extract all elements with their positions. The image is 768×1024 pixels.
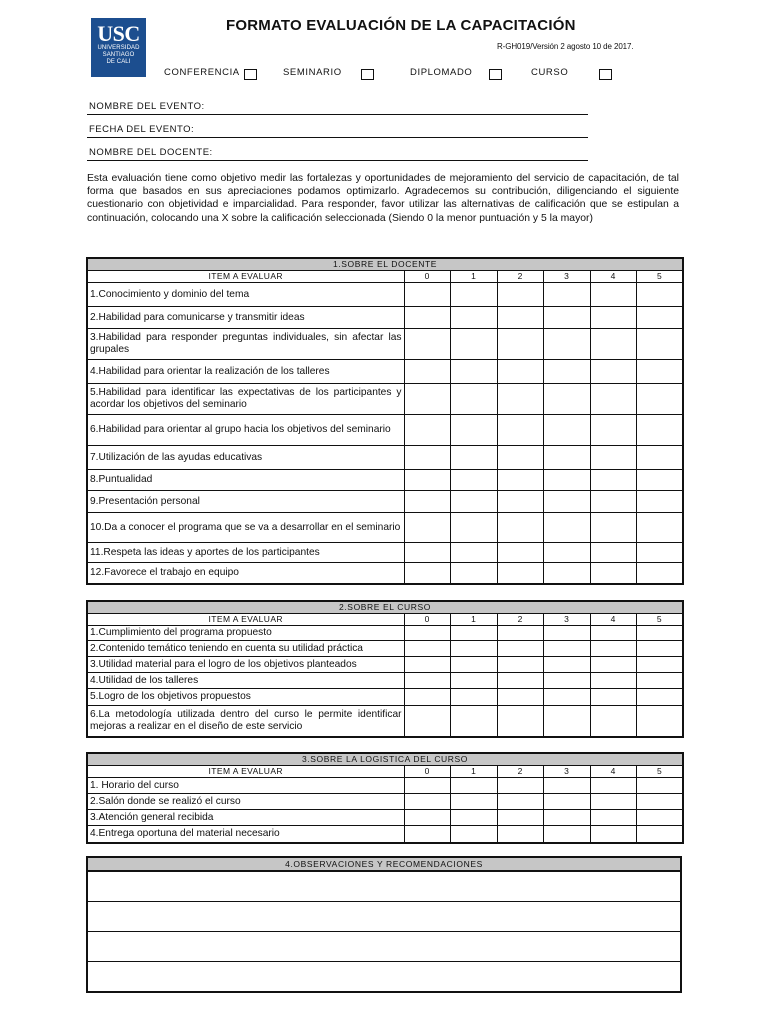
score-cell[interactable] bbox=[544, 657, 591, 673]
table-row bbox=[87, 415, 683, 446]
score-cell[interactable] bbox=[497, 283, 544, 307]
score-cell[interactable] bbox=[637, 360, 684, 384]
score-cell[interactable] bbox=[451, 415, 498, 446]
score-cell[interactable] bbox=[590, 657, 637, 673]
score-cell[interactable] bbox=[497, 689, 544, 706]
score-cell[interactable] bbox=[451, 778, 498, 794]
score-header: 0 bbox=[404, 766, 451, 778]
type-curso-label: CURSO bbox=[531, 67, 569, 78]
item-header: ITEM A EVALUAR bbox=[87, 766, 404, 778]
table-row bbox=[87, 470, 683, 491]
score-header: 4 bbox=[590, 766, 637, 778]
observation-line[interactable] bbox=[87, 902, 681, 932]
score-cell[interactable] bbox=[544, 283, 591, 307]
score-cell[interactable] bbox=[497, 626, 544, 641]
item-label: 8.Puntualidad bbox=[87, 470, 404, 491]
score-cell[interactable] bbox=[637, 470, 684, 491]
item-label: 10.Da a conocer el programa que se va a desarrollar en el seminario bbox=[87, 513, 404, 543]
score-cell[interactable] bbox=[404, 706, 451, 737]
score-cell[interactable] bbox=[590, 673, 637, 689]
score-cell[interactable] bbox=[590, 491, 637, 513]
score-cell[interactable] bbox=[451, 513, 498, 543]
score-cell[interactable] bbox=[637, 778, 684, 794]
item-label: 6.Habilidad para orientar al grupo hacia los objetivos del seminario bbox=[87, 415, 404, 446]
score-cell[interactable] bbox=[544, 470, 591, 491]
item-label: 5.Logro de los objetivos propuestos bbox=[87, 689, 404, 706]
score-cell[interactable] bbox=[451, 543, 498, 563]
score-cell[interactable] bbox=[544, 706, 591, 737]
event-name-field[interactable]: NOMBRE DEL EVENTO: bbox=[87, 100, 588, 115]
score-cell[interactable] bbox=[637, 810, 684, 826]
score-cell[interactable] bbox=[637, 626, 684, 641]
score-cell[interactable] bbox=[590, 446, 637, 470]
score-cell[interactable] bbox=[404, 657, 451, 673]
score-cell[interactable] bbox=[544, 543, 591, 563]
table-row bbox=[87, 706, 683, 737]
score-header: 2 bbox=[497, 614, 544, 626]
observation-line[interactable] bbox=[87, 932, 681, 962]
score-cell[interactable] bbox=[637, 543, 684, 563]
score-cell[interactable] bbox=[404, 641, 451, 657]
score-cell[interactable] bbox=[451, 307, 498, 329]
item-label: 4.Habilidad para orientar la realización de los talleres bbox=[87, 360, 404, 384]
score-header: 3 bbox=[544, 766, 591, 778]
score-cell[interactable] bbox=[404, 360, 451, 384]
section-curso-table bbox=[86, 600, 684, 738]
score-cell[interactable] bbox=[590, 689, 637, 706]
score-cell[interactable] bbox=[637, 307, 684, 329]
score-header: 3 bbox=[544, 614, 591, 626]
score-cell[interactable] bbox=[451, 283, 498, 307]
type-seminario-checkbox[interactable] bbox=[361, 69, 374, 80]
score-header: 1 bbox=[451, 271, 498, 283]
table-row bbox=[87, 307, 683, 329]
score-cell[interactable] bbox=[404, 794, 451, 810]
score-cell[interactable] bbox=[497, 491, 544, 513]
score-cell[interactable] bbox=[497, 563, 544, 584]
score-cell[interactable] bbox=[497, 706, 544, 737]
type-conferencia-checkbox[interactable] bbox=[244, 69, 257, 80]
item-label: 6.La metodología utilizada dentro del curso le permite identificar mejoras a realizar en el diseño de este servicio bbox=[87, 706, 404, 737]
score-header: 2 bbox=[497, 766, 544, 778]
item-label: 3.Habilidad para responder preguntas individuales, sin afectar las grupales bbox=[87, 329, 404, 360]
table-row bbox=[87, 641, 683, 657]
score-cell[interactable] bbox=[404, 307, 451, 329]
item-label: 1.Conocimiento y dominio del tema bbox=[87, 283, 404, 307]
score-cell[interactable] bbox=[544, 641, 591, 657]
score-cell[interactable] bbox=[590, 360, 637, 384]
score-cell[interactable] bbox=[451, 794, 498, 810]
score-cell[interactable] bbox=[451, 657, 498, 673]
score-cell[interactable] bbox=[497, 360, 544, 384]
score-cell[interactable] bbox=[590, 543, 637, 563]
score-cell[interactable] bbox=[544, 794, 591, 810]
table-row bbox=[87, 810, 683, 826]
observation-line[interactable] bbox=[87, 962, 681, 993]
section-title: 2.SOBRE EL CURSO bbox=[87, 601, 683, 614]
score-header: 3 bbox=[544, 271, 591, 283]
score-cell[interactable] bbox=[451, 384, 498, 415]
score-cell[interactable] bbox=[637, 826, 684, 843]
score-cell[interactable] bbox=[497, 470, 544, 491]
score-cell[interactable] bbox=[544, 778, 591, 794]
score-cell[interactable] bbox=[497, 657, 544, 673]
score-cell[interactable] bbox=[404, 563, 451, 584]
score-cell[interactable] bbox=[544, 491, 591, 513]
item-label: 3.Utilidad material para el logro de los objetivos planteados bbox=[87, 657, 404, 673]
section-logistica-table bbox=[86, 752, 684, 844]
score-cell[interactable] bbox=[451, 491, 498, 513]
score-cell[interactable] bbox=[497, 329, 544, 360]
logo-abbr: USC bbox=[97, 21, 140, 46]
score-cell[interactable] bbox=[544, 689, 591, 706]
score-cell[interactable] bbox=[404, 491, 451, 513]
score-cell[interactable] bbox=[451, 563, 498, 584]
score-cell[interactable] bbox=[637, 673, 684, 689]
score-cell[interactable] bbox=[404, 543, 451, 563]
score-cell[interactable] bbox=[404, 810, 451, 826]
score-cell[interactable] bbox=[590, 384, 637, 415]
score-cell[interactable] bbox=[544, 415, 591, 446]
item-label: 12.Favorece el trabajo en equipo bbox=[87, 563, 404, 584]
item-label: 11.Respeta las ideas y aportes de los participantes bbox=[87, 543, 404, 563]
usc-logo bbox=[91, 18, 146, 77]
score-cell[interactable] bbox=[404, 329, 451, 360]
score-cell[interactable] bbox=[590, 706, 637, 737]
teacher-name-field[interactable]: NOMBRE DEL DOCENTE: bbox=[87, 146, 588, 161]
score-cell[interactable] bbox=[451, 706, 498, 737]
score-cell[interactable] bbox=[590, 810, 637, 826]
score-cell[interactable] bbox=[590, 470, 637, 491]
score-header: 0 bbox=[404, 614, 451, 626]
score-header: 5 bbox=[637, 766, 684, 778]
item-label: 4.Entrega oportuna del material necesario bbox=[87, 826, 404, 843]
table-row bbox=[87, 657, 683, 673]
score-cell[interactable] bbox=[590, 826, 637, 843]
score-cell[interactable] bbox=[590, 307, 637, 329]
score-cell[interactable] bbox=[451, 673, 498, 689]
score-cell[interactable] bbox=[497, 415, 544, 446]
table-row bbox=[87, 360, 683, 384]
type-curso-checkbox[interactable] bbox=[599, 69, 612, 80]
item-label: 2.Salón donde se realizó el curso bbox=[87, 794, 404, 810]
event-date-field[interactable]: FECHA DEL EVENTO: bbox=[87, 123, 588, 138]
score-cell[interactable] bbox=[590, 778, 637, 794]
score-cell[interactable] bbox=[451, 360, 498, 384]
score-cell[interactable] bbox=[404, 826, 451, 843]
score-cell[interactable] bbox=[451, 826, 498, 843]
score-cell[interactable] bbox=[404, 689, 451, 706]
type-diplomado-checkbox[interactable] bbox=[489, 69, 502, 80]
table-row bbox=[87, 384, 683, 415]
score-cell[interactable] bbox=[497, 810, 544, 826]
score-header: 5 bbox=[637, 614, 684, 626]
score-cell[interactable] bbox=[404, 513, 451, 543]
section-title: 1.SOBRE EL DOCENTE bbox=[87, 258, 683, 271]
table-row bbox=[87, 673, 683, 689]
score-cell[interactable] bbox=[590, 626, 637, 641]
score-cell[interactable] bbox=[637, 657, 684, 673]
score-cell[interactable] bbox=[544, 329, 591, 360]
observation-line[interactable] bbox=[87, 871, 681, 902]
score-cell[interactable] bbox=[404, 778, 451, 794]
item-label: 2.Contenido temático teniendo en cuenta su utilidad práctica bbox=[87, 641, 404, 657]
table-row bbox=[87, 283, 683, 307]
table-row bbox=[87, 329, 683, 360]
table-row bbox=[87, 543, 683, 563]
score-cell[interactable] bbox=[497, 641, 544, 657]
intro-paragraph: Esta evaluación tiene como objetivo medir las fortalezas y oportunidades de mejoramiento del servicio de capacitación, de tal forma que basados en sus apreciaciones podamos optimizarlo. Agradecemos su contribución, diligenciando el siguiente cuestionario con objetividad e imparcialidad. Para responder, favor utilizar las alternativas de calificación que se estipulan a continuación, colocando una X sobre la calificación seleccionada (Siendo 0 la menor puntuación y 5 la mayor) bbox=[87, 173, 679, 224]
score-cell[interactable] bbox=[497, 826, 544, 843]
score-cell[interactable] bbox=[544, 384, 591, 415]
score-cell[interactable] bbox=[404, 415, 451, 446]
score-header-row bbox=[87, 271, 683, 283]
score-cell[interactable] bbox=[497, 384, 544, 415]
table-row bbox=[87, 794, 683, 810]
score-cell[interactable] bbox=[404, 446, 451, 470]
section-title: 4.OBSERVACIONES Y RECOMENDACIONES bbox=[87, 857, 681, 871]
table-row bbox=[87, 513, 683, 543]
score-cell[interactable] bbox=[497, 513, 544, 543]
score-cell[interactable] bbox=[637, 513, 684, 543]
score-cell[interactable] bbox=[590, 513, 637, 543]
score-cell[interactable] bbox=[451, 470, 498, 491]
type-seminario-label: SEMINARIO bbox=[283, 67, 342, 78]
score-cell[interactable] bbox=[451, 329, 498, 360]
score-header: 2 bbox=[497, 271, 544, 283]
score-cell[interactable] bbox=[637, 794, 684, 810]
score-cell[interactable] bbox=[451, 810, 498, 826]
table-row bbox=[87, 563, 683, 584]
item-header: ITEM A EVALUAR bbox=[87, 271, 404, 283]
score-cell[interactable] bbox=[637, 706, 684, 737]
table-row bbox=[87, 826, 683, 843]
score-cell[interactable] bbox=[497, 778, 544, 794]
score-cell[interactable] bbox=[404, 626, 451, 641]
item-label: 1.Cumplimiento del programa propuesto bbox=[87, 626, 404, 641]
score-cell[interactable] bbox=[637, 384, 684, 415]
score-cell[interactable] bbox=[637, 415, 684, 446]
score-cell[interactable] bbox=[544, 360, 591, 384]
score-cell[interactable] bbox=[497, 673, 544, 689]
score-cell[interactable] bbox=[544, 626, 591, 641]
item-label: 2.Habilidad para comunicarse y transmitir ideas bbox=[87, 307, 404, 329]
score-cell[interactable] bbox=[451, 626, 498, 641]
score-cell[interactable] bbox=[544, 446, 591, 470]
score-cell[interactable] bbox=[637, 446, 684, 470]
type-diplomado-label: DIPLOMADO bbox=[410, 67, 473, 78]
logo-line1: UNIVERSIDAD bbox=[97, 45, 140, 51]
logo-line3: DE CALI bbox=[106, 59, 131, 65]
score-cell[interactable] bbox=[544, 673, 591, 689]
score-header: 4 bbox=[590, 614, 637, 626]
score-cell[interactable] bbox=[544, 826, 591, 843]
score-cell[interactable] bbox=[590, 283, 637, 307]
score-cell[interactable] bbox=[404, 283, 451, 307]
score-cell[interactable] bbox=[637, 641, 684, 657]
type-conferencia-label: CONFERENCIA bbox=[164, 67, 240, 78]
score-cell[interactable] bbox=[544, 307, 591, 329]
section-title: 3.SOBRE LA LOGISTICA DEL CURSO bbox=[87, 753, 683, 766]
score-cell[interactable] bbox=[637, 689, 684, 706]
item-label: 4.Utilidad de los talleres bbox=[87, 673, 404, 689]
score-cell[interactable] bbox=[637, 563, 684, 584]
score-header: 5 bbox=[637, 271, 684, 283]
score-cell[interactable] bbox=[590, 415, 637, 446]
score-header: 1 bbox=[451, 766, 498, 778]
score-header-row bbox=[87, 614, 683, 626]
score-cell[interactable] bbox=[404, 470, 451, 491]
score-cell[interactable] bbox=[637, 491, 684, 513]
score-cell[interactable] bbox=[451, 689, 498, 706]
score-cell[interactable] bbox=[451, 446, 498, 470]
form-version: R-GH019/Versión 2 agosto 10 de 2017. bbox=[497, 42, 634, 51]
observations-table bbox=[86, 856, 682, 993]
item-label: 7.Utilización de las ayudas educativas bbox=[87, 446, 404, 470]
score-header-row bbox=[87, 766, 683, 778]
score-cell[interactable] bbox=[544, 513, 591, 543]
item-label: 1. Horario del curso bbox=[87, 778, 404, 794]
item-label: 3.Atención general recibida bbox=[87, 810, 404, 826]
table-row bbox=[87, 778, 683, 794]
score-cell[interactable] bbox=[590, 641, 637, 657]
score-cell[interactable] bbox=[497, 446, 544, 470]
score-header: 4 bbox=[590, 271, 637, 283]
score-cell[interactable] bbox=[497, 794, 544, 810]
table-row bbox=[87, 689, 683, 706]
item-label: 5.Habilidad para identificar las expectativas de los participantes y acordar los objetivos del seminario bbox=[87, 384, 404, 415]
score-cell[interactable] bbox=[544, 810, 591, 826]
table-row bbox=[87, 446, 683, 470]
score-cell[interactable] bbox=[637, 329, 684, 360]
score-cell[interactable] bbox=[404, 673, 451, 689]
score-cell[interactable] bbox=[590, 329, 637, 360]
score-cell[interactable] bbox=[590, 563, 637, 584]
score-cell[interactable] bbox=[637, 283, 684, 307]
form-title: FORMATO EVALUACIÓN DE LA CAPACITACIÓN bbox=[226, 17, 576, 34]
item-header: ITEM A EVALUAR bbox=[87, 614, 404, 626]
table-row bbox=[87, 491, 683, 513]
score-cell[interactable] bbox=[590, 794, 637, 810]
score-cell[interactable] bbox=[404, 384, 451, 415]
score-cell[interactable] bbox=[544, 563, 591, 584]
logo-line2: SANTIAGO bbox=[102, 52, 135, 58]
score-cell[interactable] bbox=[451, 641, 498, 657]
item-label: 9.Presentación personal bbox=[87, 491, 404, 513]
score-cell[interactable] bbox=[497, 307, 544, 329]
section-docente-table bbox=[86, 257, 684, 585]
table-row bbox=[87, 626, 683, 641]
score-header: 0 bbox=[404, 271, 451, 283]
score-cell[interactable] bbox=[497, 543, 544, 563]
score-header: 1 bbox=[451, 614, 498, 626]
